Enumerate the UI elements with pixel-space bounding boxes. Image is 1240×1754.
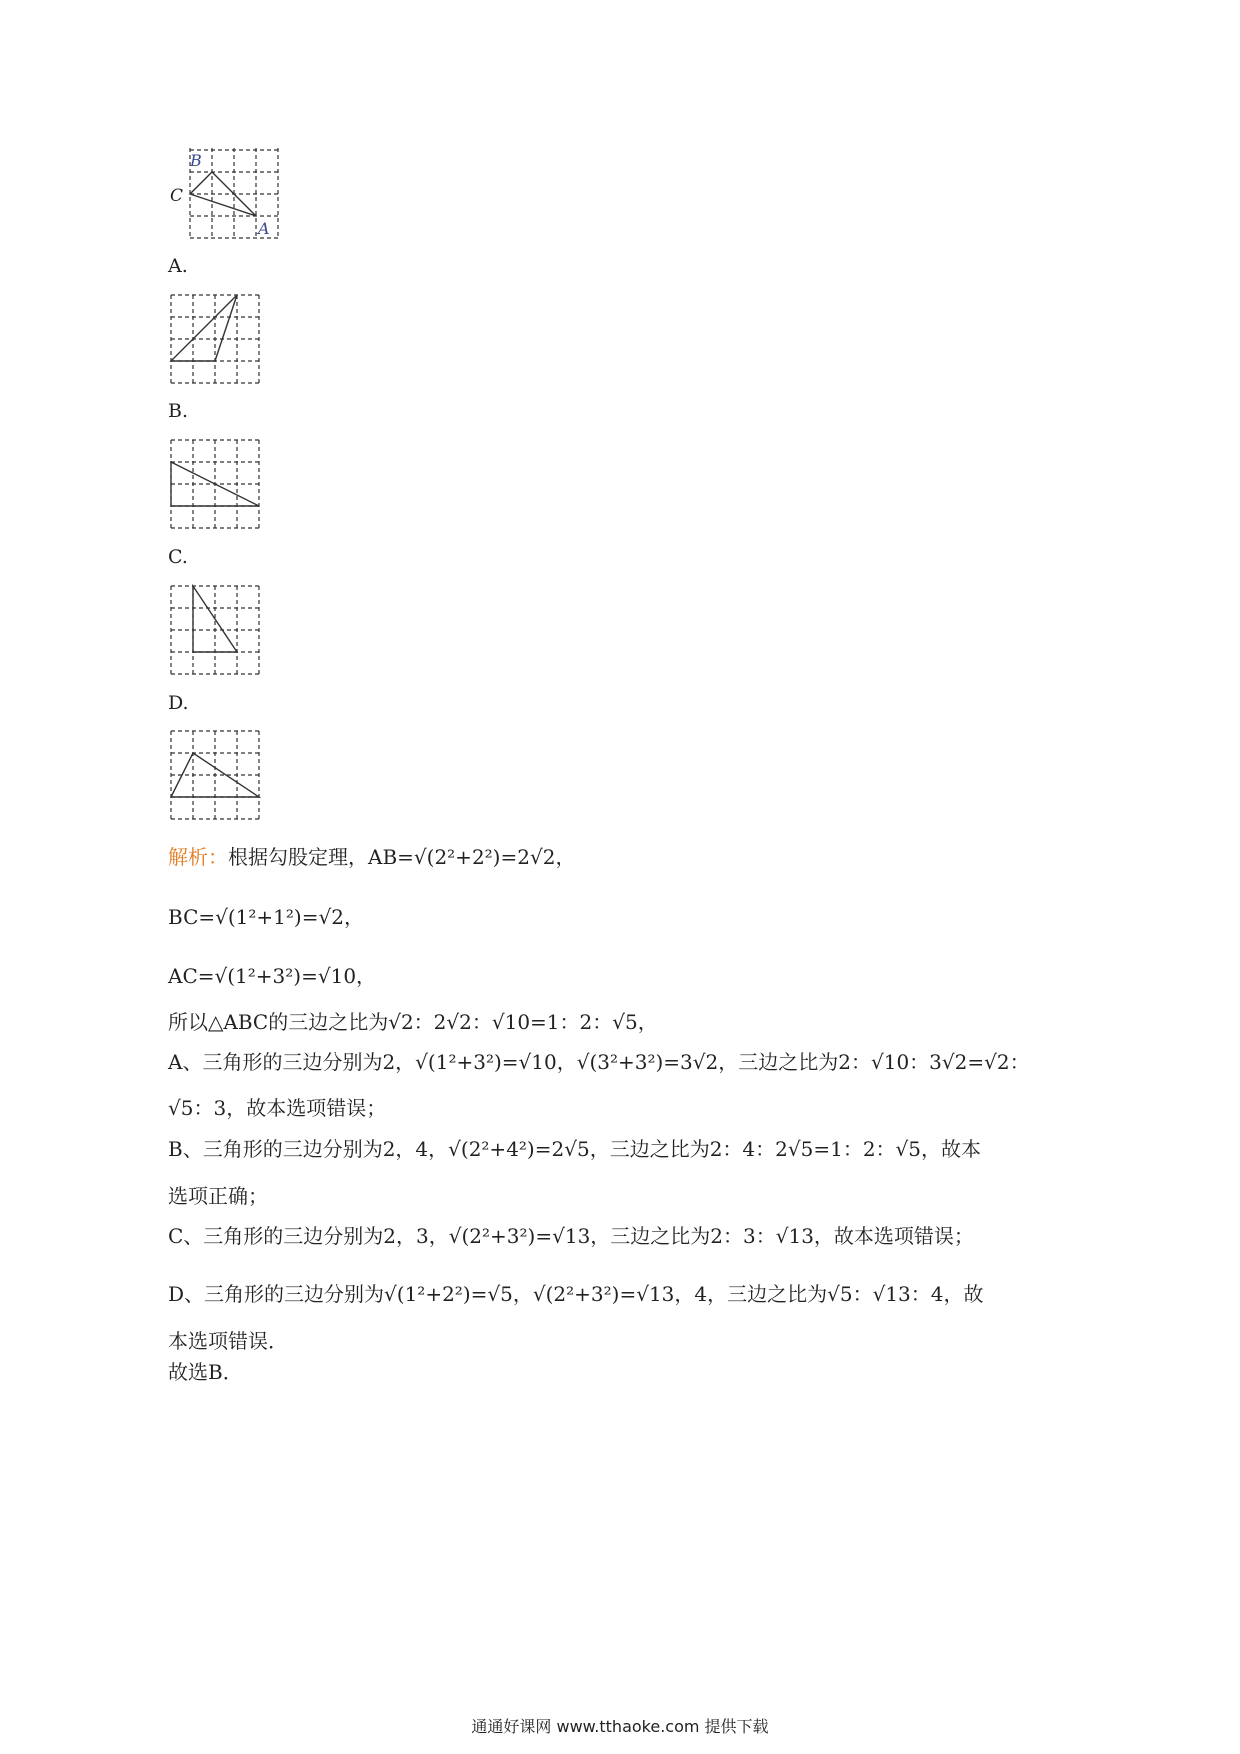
option-b-figure (168, 437, 266, 533)
analysis-line-2: BC=√(1²+1²)=√2， (168, 905, 364, 929)
option-b-label: B. (168, 400, 189, 422)
point-label-b: B (190, 151, 202, 170)
option-a-figure (168, 292, 266, 388)
analysis-line-4: 所以△ABC的三边之比为√2：2√2：√10=1：2：√5， (168, 1010, 658, 1034)
analysis-line-10: D、三角形的三边分别为√(1²+2²)=√5，√(2²+3²)=√13，4，三边之比为√5：√13：4，故 (168, 1282, 984, 1306)
analysis-line-5: A、三角形的三边分别为2，√(1²+3²)=√10，√(3²+3²)=3√2，三边之比为2：√10：3√2=√2： (168, 1050, 1030, 1074)
option-d-label: D. (168, 692, 189, 714)
question-grid-figure (170, 145, 290, 245)
point-label-a: A (258, 219, 270, 238)
page-footer: 通通好课网 www.tthaoke.com 提供下载 (471, 1717, 769, 1736)
analysis-line-12: 故选B． (168, 1360, 243, 1384)
option-a-label: A. (168, 255, 188, 277)
analysis-line-3: AC=√(1²+3²)=√10， (168, 964, 377, 988)
option-d-figure (168, 728, 266, 824)
option-c-figure (168, 583, 266, 679)
analysis-prefix: 解析： (168, 845, 228, 869)
option-c-label: C. (168, 546, 188, 568)
analysis-line-9: C、三角形的三边分别为2，3，√(2²+3²)=√13，三边之比为2：3：√13，故本选项错误； (168, 1224, 974, 1248)
analysis-line-8: 选项正确； (168, 1184, 268, 1208)
analysis-line-7: B、三角形的三边分别为2，4，√(2²+4²)=2√5，三边之比为2：4：2√5=1：2：√5，故本 (168, 1137, 982, 1161)
analysis-line-11: 本选项错误． (168, 1329, 288, 1353)
point-label-c: C (170, 186, 184, 206)
analysis-line-6: √5：3，故本选项错误； (168, 1096, 387, 1120)
analysis-line-1 (168, 843, 575, 871)
analysis-text-1: 根据勾股定理，AB=√(2²+2²)=2√2， (228, 845, 576, 869)
